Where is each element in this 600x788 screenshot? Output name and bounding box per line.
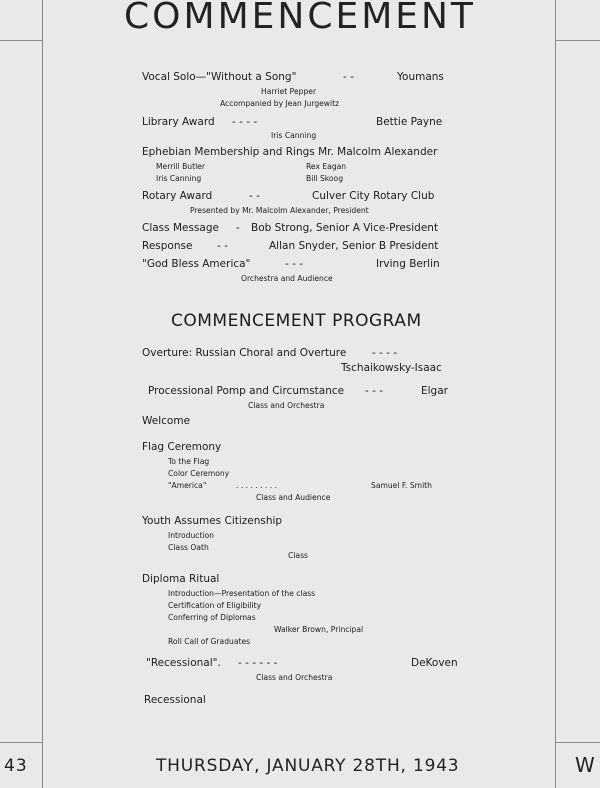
right-border-line xyxy=(555,0,556,788)
library-award-presenter: Iris Canning xyxy=(271,131,317,140)
class-message-dash: - xyxy=(236,222,240,234)
footer-date: THURSDAY, JANUARY 28TH, 1943 xyxy=(156,756,460,776)
footer-page-fragment-left: 43 xyxy=(4,756,28,776)
diploma-ritual-title: Diploma Ritual xyxy=(142,573,220,585)
youth-citizenship-performers: Class xyxy=(288,551,308,560)
vocal-solo-performer: Harriet Pepper xyxy=(261,87,317,96)
flag-ceremony-item: To the Flag xyxy=(168,457,210,466)
god-bless-america-composer: Irving Berlin xyxy=(376,258,440,270)
ephebian-name: Iris Canning xyxy=(156,174,202,183)
flag-ceremony-title: Flag Ceremony xyxy=(142,441,222,453)
processional-performers: Class and Orchestra xyxy=(248,401,325,410)
diploma-ritual-principal: Walker Brown, Principal xyxy=(274,625,364,634)
flag-ceremony-composer: Samuel F. Smith xyxy=(371,481,432,490)
response-speaker: Allan Snyder, Senior B President xyxy=(269,240,439,252)
library-award-dash: - - - - xyxy=(232,116,258,128)
recessional-hymn-performers: Class and Orchestra xyxy=(256,673,333,682)
program-heading: COMMENCEMENT PROGRAM xyxy=(171,311,422,331)
processional-composer: Elgar xyxy=(421,385,448,397)
diploma-ritual-item: Roll Call of Graduates xyxy=(168,637,251,646)
rotary-award-dash: - - xyxy=(249,190,260,202)
footer-page-fragment-right: W xyxy=(575,753,596,777)
diploma-ritual-item: Conferring of Diplomas xyxy=(168,613,256,622)
recessional-item: Recessional xyxy=(144,694,206,706)
response-dash: - - xyxy=(217,240,228,252)
vocal-solo-accompanist: Accompanied by Jean Jurgewitz xyxy=(220,99,340,108)
library-award-recipient: Bettie Payne xyxy=(376,116,443,128)
flag-ceremony-performers: Class and Audience xyxy=(256,493,331,502)
welcome-item: Welcome xyxy=(142,415,191,427)
vocal-solo-dash: - - xyxy=(343,71,354,83)
rotary-award-title: Rotary Award xyxy=(142,190,213,202)
page-title: COMMENCEMENT xyxy=(124,0,476,37)
recessional-hymn-title: "Recessional". xyxy=(146,657,221,669)
youth-citizenship-item: Class Oath xyxy=(168,543,209,552)
overture-dash: - - - - xyxy=(372,347,398,359)
flag-ceremony-dots: . . . . . . . . . xyxy=(236,481,278,490)
class-message-speaker: Bob Strong, Senior A Vice-President xyxy=(251,222,439,234)
bottom-rule-right xyxy=(555,742,600,743)
processional-title: Processional Pomp and Circumstance xyxy=(148,385,345,397)
response-title: Response xyxy=(142,240,193,252)
flag-ceremony-item: "America" xyxy=(168,481,207,490)
processional-dash: - - - xyxy=(365,385,384,397)
ephebian-name: Bill Skoog xyxy=(306,174,344,183)
ephebian-name: Merrill Butler xyxy=(156,162,205,171)
diploma-ritual-item: Introduction—Presentation of the class xyxy=(168,589,316,598)
bottom-rule-left xyxy=(0,742,42,743)
ephebian-name: Rex Eagan xyxy=(306,162,347,171)
youth-citizenship-item: Introduction xyxy=(168,531,214,540)
recessional-hymn-composer: DeKoven xyxy=(411,657,458,669)
left-border-line xyxy=(42,0,43,788)
vocal-solo-title: Vocal Solo—"Without a Song" xyxy=(142,71,297,83)
top-rule-right xyxy=(555,40,600,41)
library-award-title: Library Award xyxy=(142,116,215,128)
flag-ceremony-item: Color Ceremony xyxy=(168,469,230,478)
overture-composer: Tschaikowsky-Isaac xyxy=(341,362,442,374)
rotary-award-recipient: Culver City Rotary Club xyxy=(312,190,435,202)
top-rule-left xyxy=(0,40,42,41)
diploma-ritual-item: Certification of Eligibility xyxy=(168,601,262,610)
god-bless-america-performers: Orchestra and Audience xyxy=(241,274,333,283)
class-message-title: Class Message xyxy=(142,222,219,234)
youth-citizenship-title: Youth Assumes Citizenship xyxy=(142,515,283,527)
vocal-solo-composer: Youmans xyxy=(397,71,444,83)
ephebian-title: Ephebian Membership and Rings Mr. Malcolm Alexander xyxy=(142,146,438,158)
overture-title: Overture: Russian Choral and Overture xyxy=(142,347,347,359)
god-bless-america-dash: - - - xyxy=(285,258,304,270)
god-bless-america-title: "God Bless America" xyxy=(142,258,251,270)
rotary-award-presenter: Presented by Mr. Malcolm Alexander, President xyxy=(190,206,369,215)
recessional-hymn-dash: - - - - - - xyxy=(238,657,278,669)
